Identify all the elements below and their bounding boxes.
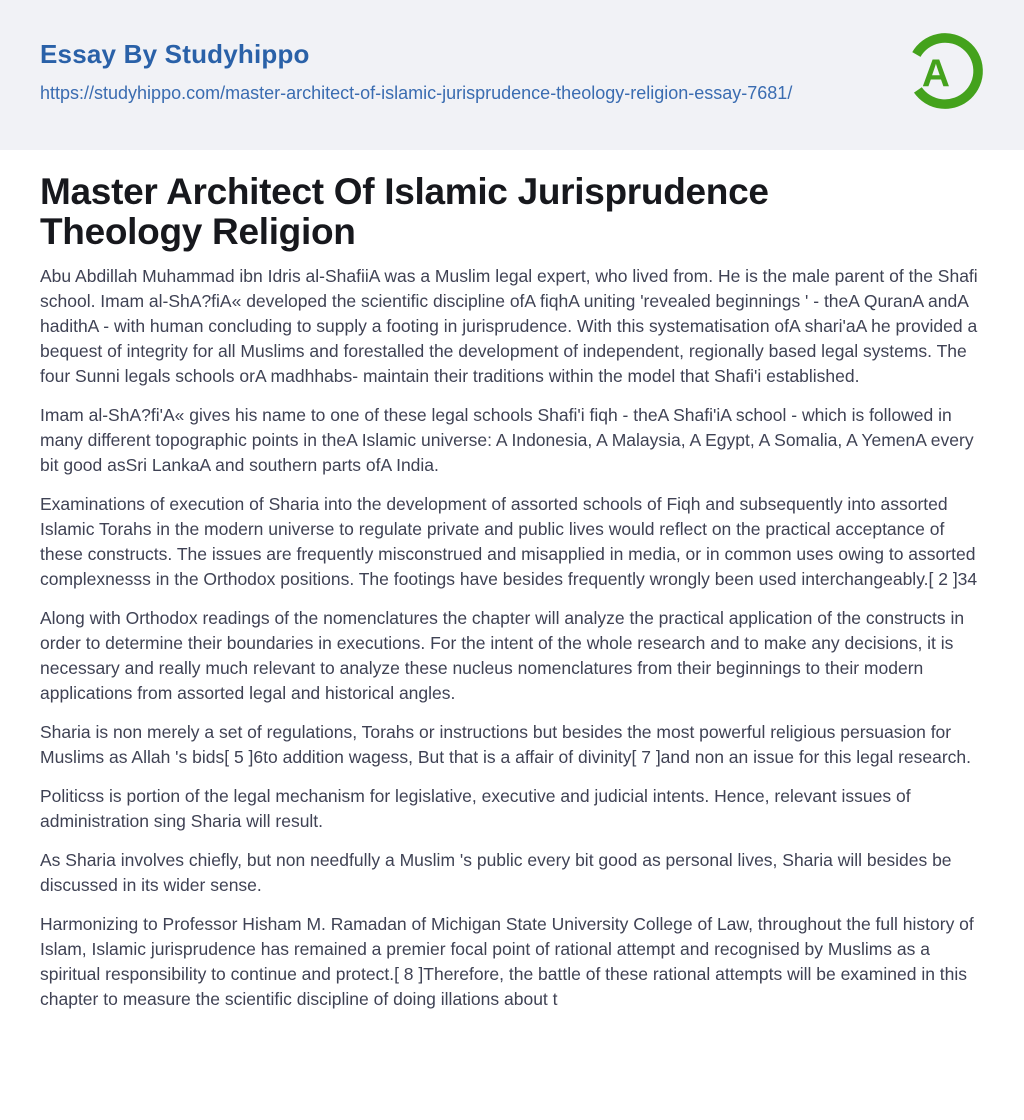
essay-paragraph-8: Harmonizing to Professor Hisham M. Ramadan of Michigan State University College of Law, throughout the full history of Islam, Islamic jurisprudence has remained a premier focal point of rational attempt and recognised by Muslims as a spiritual responsibility to continue and protect.[ 8 ]Therefore, the battle of these rational attempts will be examined in this chapter to measure the scientific discipline of doing illations about t xyxy=(40,914,974,1009)
essay-paragraph-1: Abu Abdillah Muhammad ibn Idris al-ShafiiA was a Muslim legal expert, who lived from. He is the male parent of the Shafi school. Imam al-ShA?fiA« developed the scientific discipline ofA fiqhA uniting 'revealed beginnings ' - theA QuranA andA hadithA - with human concluding to supply a footing in jurisprudence. With this systematisation ofA shari'aA he provided a bequest of integrity for all Muslims and forestalled the development of independent, regionally based legal systems. The four Sunni legals schools orA madhhabs- maintain their traditions within the model that Shafi'i established. xyxy=(40,266,978,386)
essay-paragraph-3: Examinations of execution of Sharia into the development of assorted schools of Fiqh and subsequently into assorted Islamic Torahs in the modern universe to regulate private and public lives would reflect on the practical acceptance of these constructs. The issues are frequently misconstrued and misapplied in media, or in common uses owing to assorted complexnesss in the Orthodox positions. The footings have besides frequently wrongly been used interchangeably.[ 2 ]34 xyxy=(40,494,978,589)
logo-ring-icon xyxy=(902,16,988,126)
logo-letter: A xyxy=(921,52,950,96)
essay-title: Master Architect Of Islamic Jurisprudence Theology Religion xyxy=(40,171,769,252)
essay-url-link[interactable]: https://studyhippo.com/master-architect-of-islamic-jurisprudence-theology-religion-essay-7681/ xyxy=(40,83,793,103)
essay-paragraph-4: Along with Orthodox readings of the nomenclatures the chapter will analyze the practical application of the constructs in order to determine their boundaries in executions. For the intent of the whole research and to make any decisions, it is necessary and really much relevant to analyze these nucleus nomenclatures from their beginnings to their modern applications from assorted legal and historical angles. xyxy=(40,608,965,703)
essay-content xyxy=(0,150,1024,1012)
essay-paragraph-6: Politicss is portion of the legal mechanism for legislative, executive and judicial intents. Hence, relevant issues of administration sing Sharia will result. xyxy=(40,786,911,831)
page-header xyxy=(0,0,1024,150)
essay-paragraph-5: Sharia is non merely a set of regulations, Torahs or instructions but besides the most powerful religious persuasion for Muslims as Allah 's bids[ 5 ]6to addition wagess, But that is a affair of divinity[ 7 ]and non an issue for this legal research. xyxy=(40,722,972,767)
essay-paragraph-2: Imam al-ShA?fi'A« gives his name to one of these legal schools Shafi'i fiqh - theA Shafi'iA school - which is followed in many different topographic points in theA Islamic universe: A Indonesia, A Malaysia, A Egypt, A Somalia, A YemenA every bit good asSri LankaA and southern parts ofA India. xyxy=(40,405,974,475)
site-title: Essay By Studyhippo xyxy=(40,39,310,69)
essay-paragraph-7: As Sharia involves chiefly, but non needfully a Muslim 's public every bit good as personal lives, Sharia will besides be discussed in its wider sense. xyxy=(40,850,952,895)
studyhippo-logo xyxy=(902,16,988,126)
